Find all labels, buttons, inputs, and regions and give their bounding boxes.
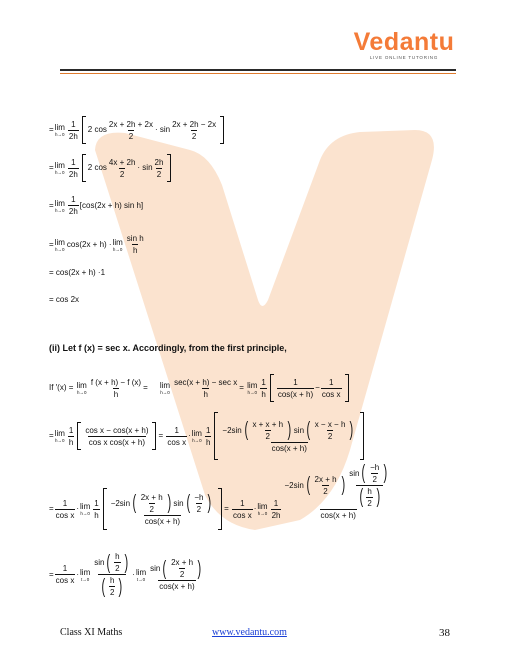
logo-tagline: LIVE ONLINE TUTORING	[369, 55, 439, 60]
bracket-right	[218, 488, 222, 530]
fraction: $\frac{1}{\text{cos x}}$	[55, 498, 75, 520]
equation-line-2: = lim h→0 1 2h 2 cos 4x + 2h 2 · sin 2h 2	[49, 154, 173, 182]
limit: lim h→0	[257, 502, 268, 516]
fraction: 2x + 2h − 2x 2	[172, 119, 217, 141]
fraction: 1 h	[94, 498, 99, 520]
bracket-left	[82, 154, 86, 182]
fraction: $\frac{1}{\text{cos x}}$	[233, 498, 252, 520]
footer-class-label: Class XI Maths	[60, 627, 123, 638]
fraction: $\frac{1}{\text{cos x}}$	[167, 425, 187, 447]
equals-sign: =	[49, 125, 54, 134]
limit: lim h→0	[80, 502, 91, 516]
fraction: 1 h	[205, 425, 211, 447]
limit: lim h→0	[54, 161, 65, 175]
limit: lim h→0	[159, 381, 171, 395]
fraction: $\frac{f (x + h) - f (x)}{h}$	[90, 377, 142, 399]
bracket-left	[103, 488, 107, 530]
fraction: 4x + 2h 2	[108, 157, 136, 179]
fraction: 1 2h	[68, 119, 78, 141]
fraction: $\frac{1}{\text{cos x}}$	[55, 564, 75, 585]
equation-line-8: = lim h→0 1 h cos x − cos(x + h) cos x cos(x + h) = $\frac{1}{\text{cos x}}$ · lim h→0 1 h −2sin ( x + x + h 2 ) sin ( x − x − h 2 ) cos(x + h)	[49, 412, 366, 460]
bracket-right	[167, 154, 171, 182]
bracket-left	[270, 374, 274, 402]
bracket-right	[345, 374, 349, 402]
page-number: 38	[439, 627, 450, 639]
big-fraction: −2sin ( x + x + h 2 ) sin ( x − x − h 2 ) cos(x + h)	[222, 419, 354, 453]
logo-wordmark: Vedantu	[353, 28, 455, 56]
fraction: 1 2h	[271, 498, 281, 520]
fraction: 1 cos(x + h)	[277, 377, 314, 399]
limit: lim h→0	[76, 381, 87, 395]
cos-term: 2 cos	[87, 125, 107, 134]
bracket-right	[152, 422, 156, 450]
part-ii-statement: (ii) Let f (x) = sec x. Accordingly, from the first principle,	[49, 343, 287, 353]
equation-line-10: = $\frac{1}{\text{cos x}}$ · lim t→0 sin ( h 2 ) ( h 2 ) · lim t→0 sin ( 2x + h 2 ) cos(x + h)	[49, 552, 206, 597]
fraction: 1 h	[68, 425, 74, 447]
equation-line-1: = lim h→0 1 2h 2 cos 2x + 2h + 2x 2 · sin 2x + 2h − 2x 2	[49, 116, 226, 144]
equation-line-9: = $\frac{1}{\text{cos x}}$ · lim h→0 1 h −2sin ( 2x + h 2 ) sin ( −h 2 ) cos(x + h) = $\frac{1}{\text{cos x}}$ · lim h→0 1 2h −2sin ( 2x + h 2 ) sin ( −h 2 ) ( h 2 ) cos(x + h)	[49, 488, 394, 530]
big-fraction: sin ( 2x + h 2 ) cos(x + h)	[150, 557, 202, 591]
sin-term: sin	[159, 125, 171, 134]
limit: lim h→0	[54, 123, 65, 137]
fraction: 1 2h	[68, 195, 78, 216]
vedantu-logo	[348, 28, 460, 60]
fraction: 1 2h	[68, 157, 78, 179]
footer-website-link[interactable]: www.vedantu.com	[212, 627, 287, 638]
equation-line-7: If ′(x) = lim h→0 $\frac{f (x + h) - f (x)}{h}$ = lim h→0 sec(x + h) − sec x h = lim h→0 1 h 1 cos(x + h) − $\frac{1}{\text{cos x}}$	[49, 374, 351, 402]
fraction: sec(x + h) − sec x h	[174, 377, 238, 399]
bracket-left	[77, 422, 81, 450]
bracket-right	[220, 116, 224, 144]
bracket-right	[360, 412, 364, 460]
equation-line-3: = lim h→0 1 2h [cos(2x + h) sin h]	[49, 195, 144, 216]
header-rule-accent	[60, 73, 456, 74]
big-fraction: sin ( h 2 ) ( h 2 )	[94, 551, 128, 598]
fraction: 2h 2	[154, 157, 164, 179]
limit: lim h→0	[54, 237, 65, 252]
equation-line-6: = cos 2x	[49, 295, 80, 304]
limit: lim h→0	[54, 429, 65, 443]
fraction: $\frac{1}{\text{cos x}}$	[321, 377, 341, 399]
stacked-fraction: −2sin ( 2x + h 2 ) sin ( −h 2 ) ( h 2 ) cos(x + h)	[284, 462, 388, 520]
limit: lim t→0	[80, 567, 91, 582]
fraction: cos x − cos(x + h) cos x cos(x + h)	[85, 425, 149, 447]
bracket-left	[214, 412, 218, 460]
big-fraction: −2sin ( 2x + h 2 ) sin ( −h 2 ) cos(x + h)	[110, 492, 212, 526]
fraction: sin h h	[126, 234, 144, 255]
limit: lim h→0	[247, 381, 258, 395]
limit: lim h→0	[191, 429, 202, 443]
equation-line-5: = cos(2x + h) ·1	[49, 268, 106, 277]
fraction: 1 h	[261, 377, 266, 399]
header-rule	[60, 69, 456, 71]
bracket-left	[82, 116, 86, 144]
fraction: 2x + 2h + 2x 2	[108, 119, 153, 141]
limit: lim t→0	[135, 567, 147, 582]
limit: lim h→0	[112, 237, 123, 252]
equation-line-4: = lim h→0 cos(2x + h) · lim h→0 sin h h	[49, 234, 144, 255]
limit: lim h→0	[54, 198, 65, 213]
